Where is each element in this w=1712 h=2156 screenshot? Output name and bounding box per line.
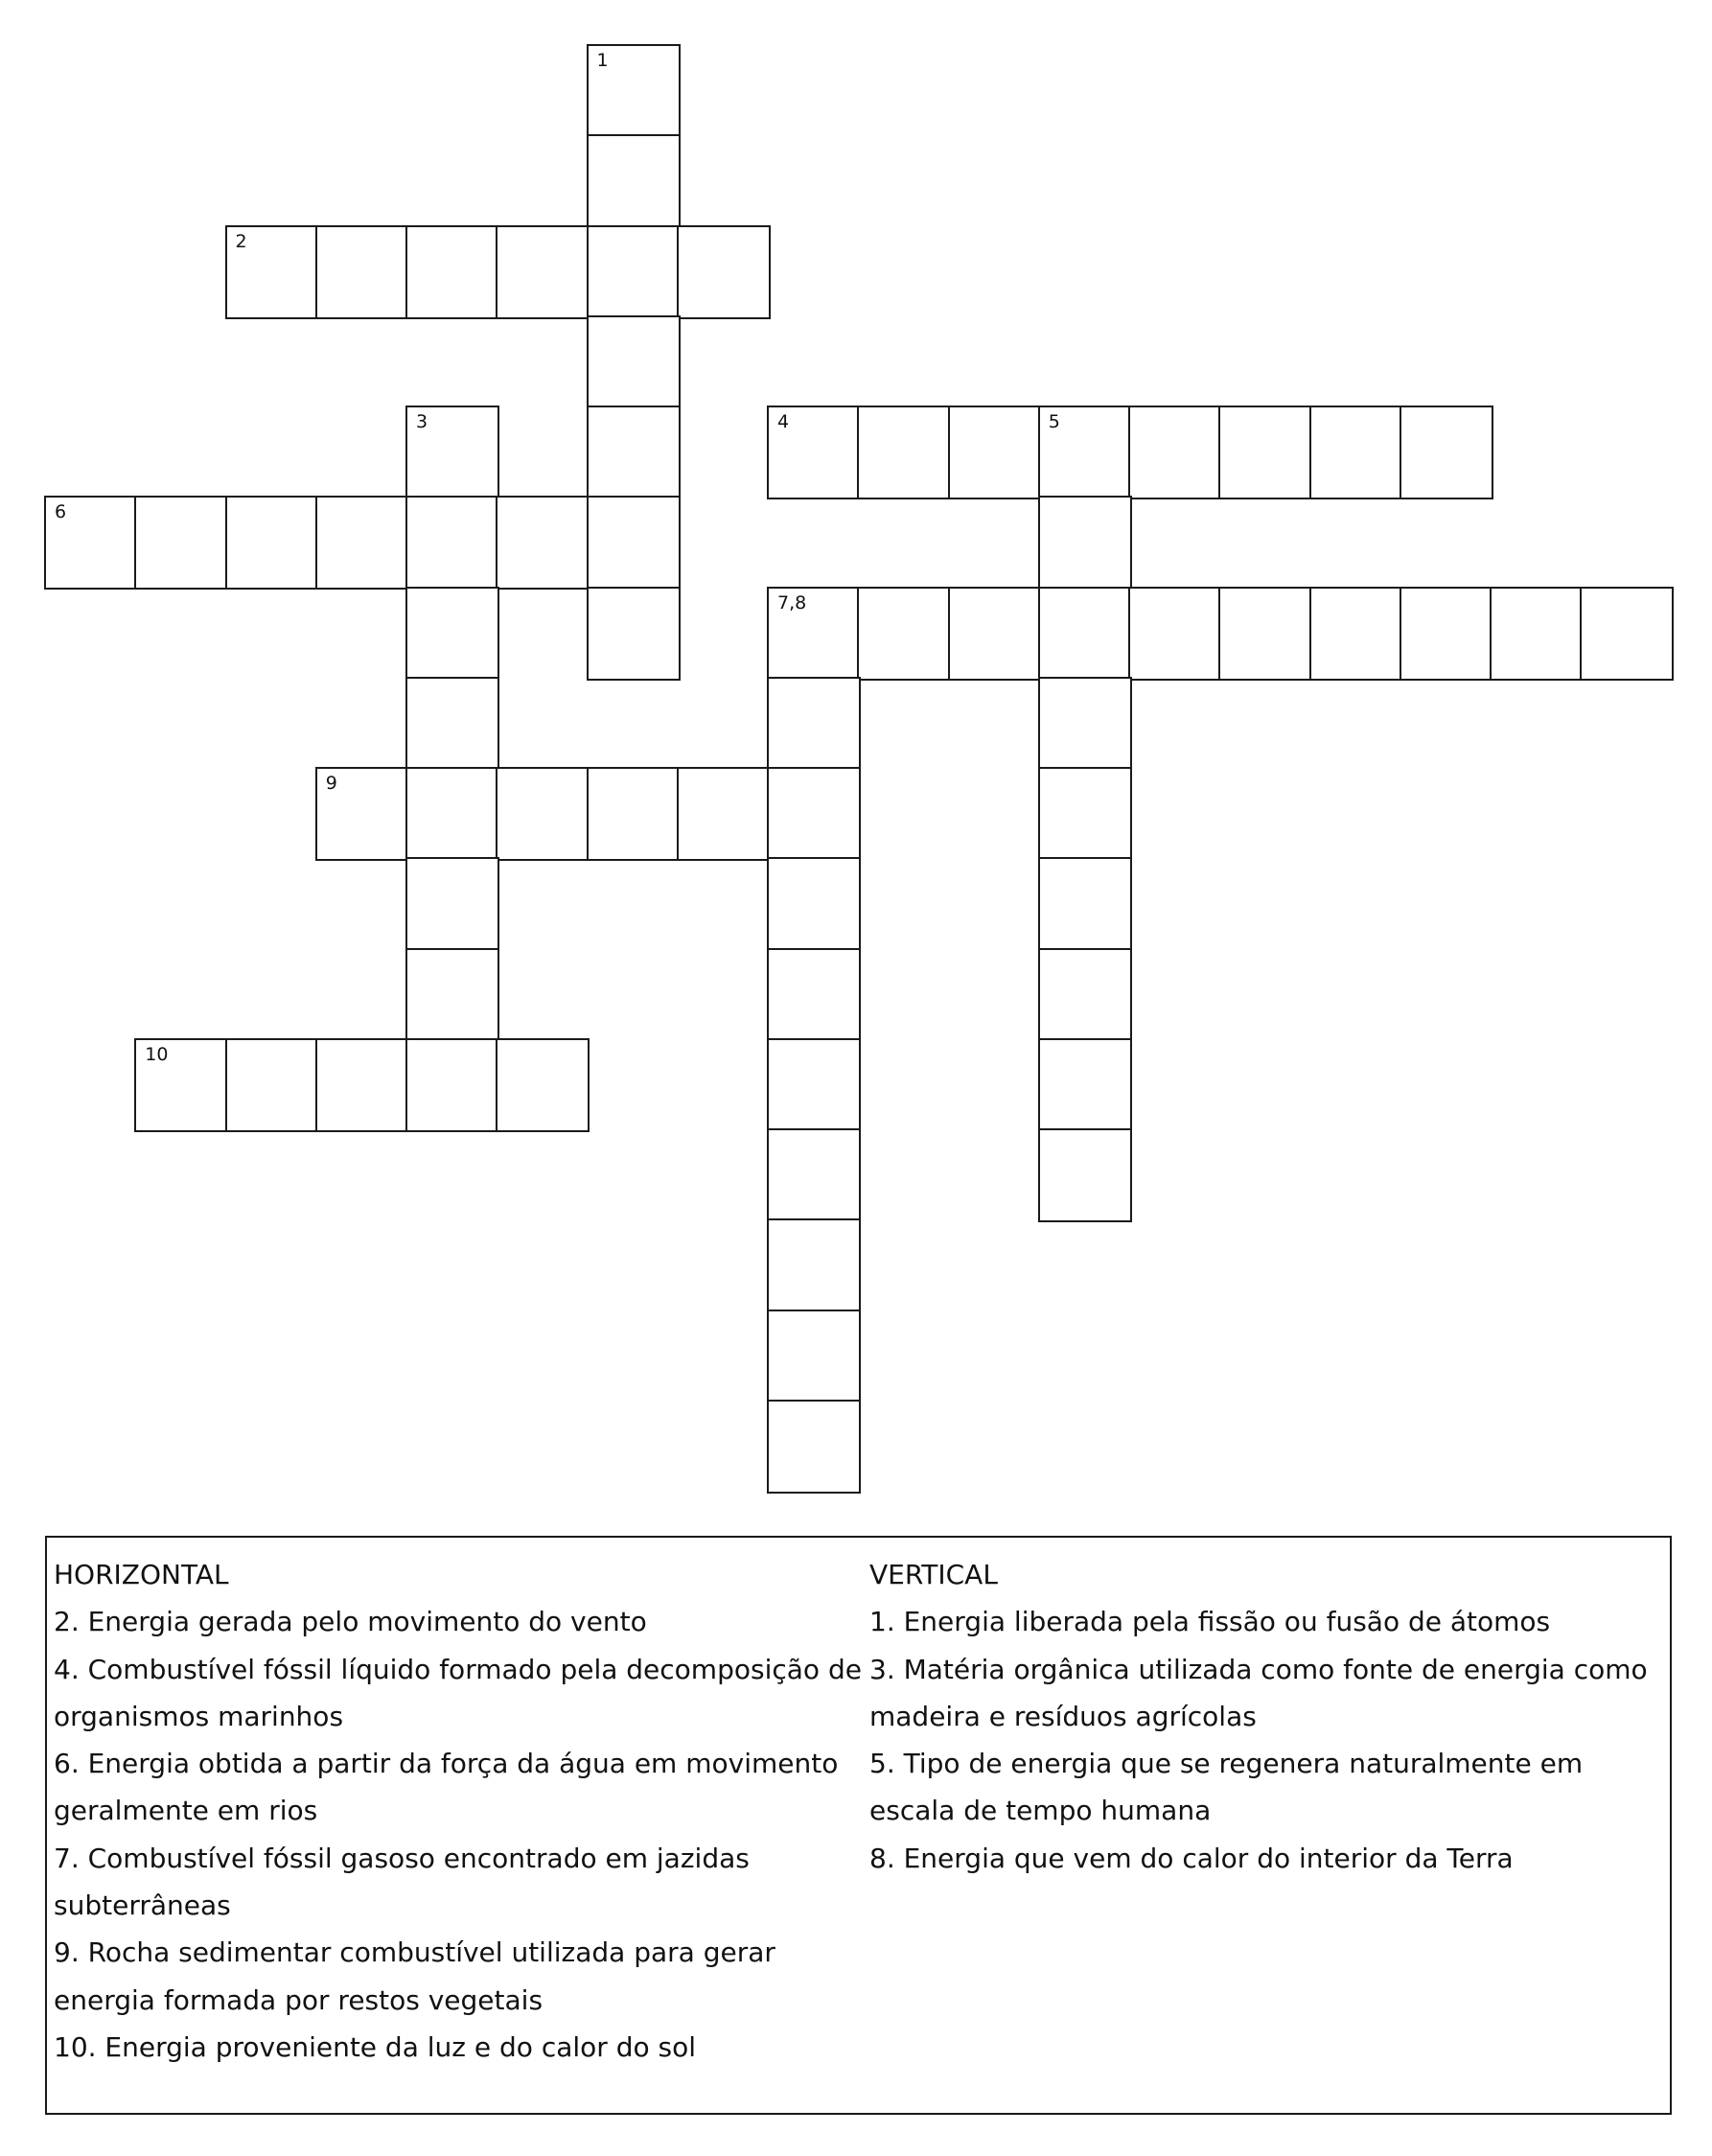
crossword-cell[interactable]	[767, 587, 861, 681]
clue-number: 3	[416, 411, 428, 432]
crossword-cell[interactable]	[1218, 587, 1312, 681]
clue-h-2: 2. Energia gerada pelo movimento do vento	[54, 1606, 647, 1638]
crossword-cell[interactable]	[587, 496, 681, 590]
crossword-cell[interactable]	[1038, 496, 1132, 590]
crossword-cell[interactable]	[677, 225, 771, 319]
crossword-cell[interactable]	[496, 1038, 590, 1132]
crossword-cell[interactable]	[225, 225, 319, 319]
clues-box	[45, 1536, 1672, 2115]
clue-number: 9	[325, 773, 337, 794]
crossword-cell[interactable]	[405, 587, 499, 681]
clue-v-3: 3. Matéria orgânica utilizada como fonte de energia como madeira e resíduos agrícolas	[869, 1653, 1648, 1732]
crossword-cell[interactable]	[1038, 948, 1132, 1042]
crossword-cell[interactable]	[767, 1218, 861, 1312]
crossword-cell[interactable]	[767, 1400, 861, 1494]
clue-number: 6	[55, 501, 67, 523]
crossword-cell[interactable]	[405, 225, 499, 319]
crossword-cell[interactable]	[587, 315, 681, 409]
crossword-cell[interactable]	[857, 587, 951, 681]
crossword-cell[interactable]	[496, 225, 590, 319]
crossword-cell[interactable]	[1038, 406, 1132, 499]
crossword-cell[interactable]	[587, 225, 681, 319]
crossword-cell[interactable]	[1038, 587, 1132, 681]
crossword-cell[interactable]	[496, 496, 590, 590]
crossword-cell[interactable]	[767, 857, 861, 951]
crossword-cell[interactable]	[315, 767, 409, 861]
crossword-cell[interactable]	[225, 1038, 319, 1132]
crossword-cell[interactable]	[857, 406, 951, 499]
vertical-clues	[869, 1551, 1665, 1882]
clue-h-6: 6. Energia obtida a partir da força da água em movimento geralmente em rios	[54, 1748, 839, 1827]
crossword-cell[interactable]	[1038, 767, 1132, 861]
crossword-cell[interactable]	[1128, 406, 1222, 499]
crossword-cell[interactable]	[1400, 587, 1493, 681]
crossword-cell[interactable]	[405, 1038, 499, 1132]
crossword-cell[interactable]	[587, 587, 681, 681]
crossword-cell[interactable]	[767, 677, 861, 771]
crossword-cell[interactable]	[767, 1310, 861, 1403]
crossword-cell[interactable]	[405, 406, 499, 499]
crossword-cell[interactable]	[405, 767, 499, 861]
clue-number: 4	[777, 411, 790, 432]
horizontal-clues	[54, 1551, 868, 2071]
crossword-cell[interactable]	[1218, 406, 1312, 499]
crossword-cell[interactable]	[767, 948, 861, 1042]
crossword-cell[interactable]	[1038, 1038, 1132, 1132]
clue-v-5: 5. Tipo de energia que se regenera naturalmente em escala de tempo humana	[869, 1748, 1584, 1827]
crossword-cell[interactable]	[134, 496, 228, 590]
crossword-cell[interactable]	[587, 767, 681, 861]
clue-h-9: 9. Rocha sedimentar combustível utilizada para gerar energia formada por restos vegetais	[54, 1936, 775, 2016]
crossword-cell[interactable]	[767, 1128, 861, 1222]
crossword-cell[interactable]	[315, 1038, 409, 1132]
crossword-cell[interactable]	[1309, 406, 1403, 499]
clue-number: 5	[1048, 411, 1060, 432]
crossword-cell[interactable]	[948, 587, 1042, 681]
crossword-cell[interactable]	[767, 406, 861, 499]
clue-v-1: 1. Energia liberada pela fissão ou fusão de átomos	[869, 1606, 1551, 1638]
clue-h-10: 10. Energia proveniente da luz e do calor do sol	[54, 2030, 696, 2063]
crossword-cell[interactable]	[405, 496, 499, 590]
crossword-cell[interactable]	[1038, 1128, 1132, 1222]
clue-h-7: 7. Combustível fóssil gasoso encontrado em jazidas subterrâneas	[54, 1842, 750, 1922]
clue-number: 1	[596, 50, 609, 71]
crossword-cell[interactable]	[767, 767, 861, 861]
clue-number: 2	[235, 230, 247, 252]
crossword-cell[interactable]	[405, 948, 499, 1042]
clue-h-4: 4. Combustível fóssil líquido formado pela decomposição de organismos marinhos	[54, 1653, 862, 1732]
crossword-cell[interactable]	[405, 857, 499, 951]
crossword-cell[interactable]	[767, 1038, 861, 1132]
crossword-cell[interactable]	[315, 496, 409, 590]
crossword-cell[interactable]	[225, 496, 319, 590]
crossword-cell[interactable]	[587, 44, 681, 138]
crossword-cell[interactable]	[1128, 587, 1222, 681]
crossword-cell[interactable]	[1580, 587, 1674, 681]
crossword-cell[interactable]	[496, 767, 590, 861]
crossword-cell[interactable]	[1038, 677, 1132, 771]
clue-number: 10	[145, 1043, 169, 1065]
crossword-cell[interactable]	[948, 406, 1042, 499]
crossword-cell[interactable]	[405, 677, 499, 771]
crossword-cell[interactable]	[44, 496, 138, 590]
crossword-cell[interactable]	[587, 134, 681, 228]
clue-number: 7,8	[777, 591, 807, 614]
horizontal-heading: HORIZONTAL	[54, 1559, 229, 1590]
crossword-cell[interactable]	[134, 1038, 228, 1132]
crossword-cell[interactable]	[1400, 406, 1493, 499]
vertical-heading: VERTICAL	[869, 1559, 998, 1590]
clue-v-8: 8. Energia que vem do calor do interior da Terra	[869, 1842, 1514, 1874]
crossword-cell[interactable]	[677, 767, 771, 861]
crossword-cell[interactable]	[587, 406, 681, 499]
crossword-cell[interactable]	[1309, 587, 1403, 681]
crossword-cell[interactable]	[1490, 587, 1584, 681]
crossword-cell[interactable]	[315, 225, 409, 319]
crossword-cell[interactable]	[1038, 857, 1132, 951]
